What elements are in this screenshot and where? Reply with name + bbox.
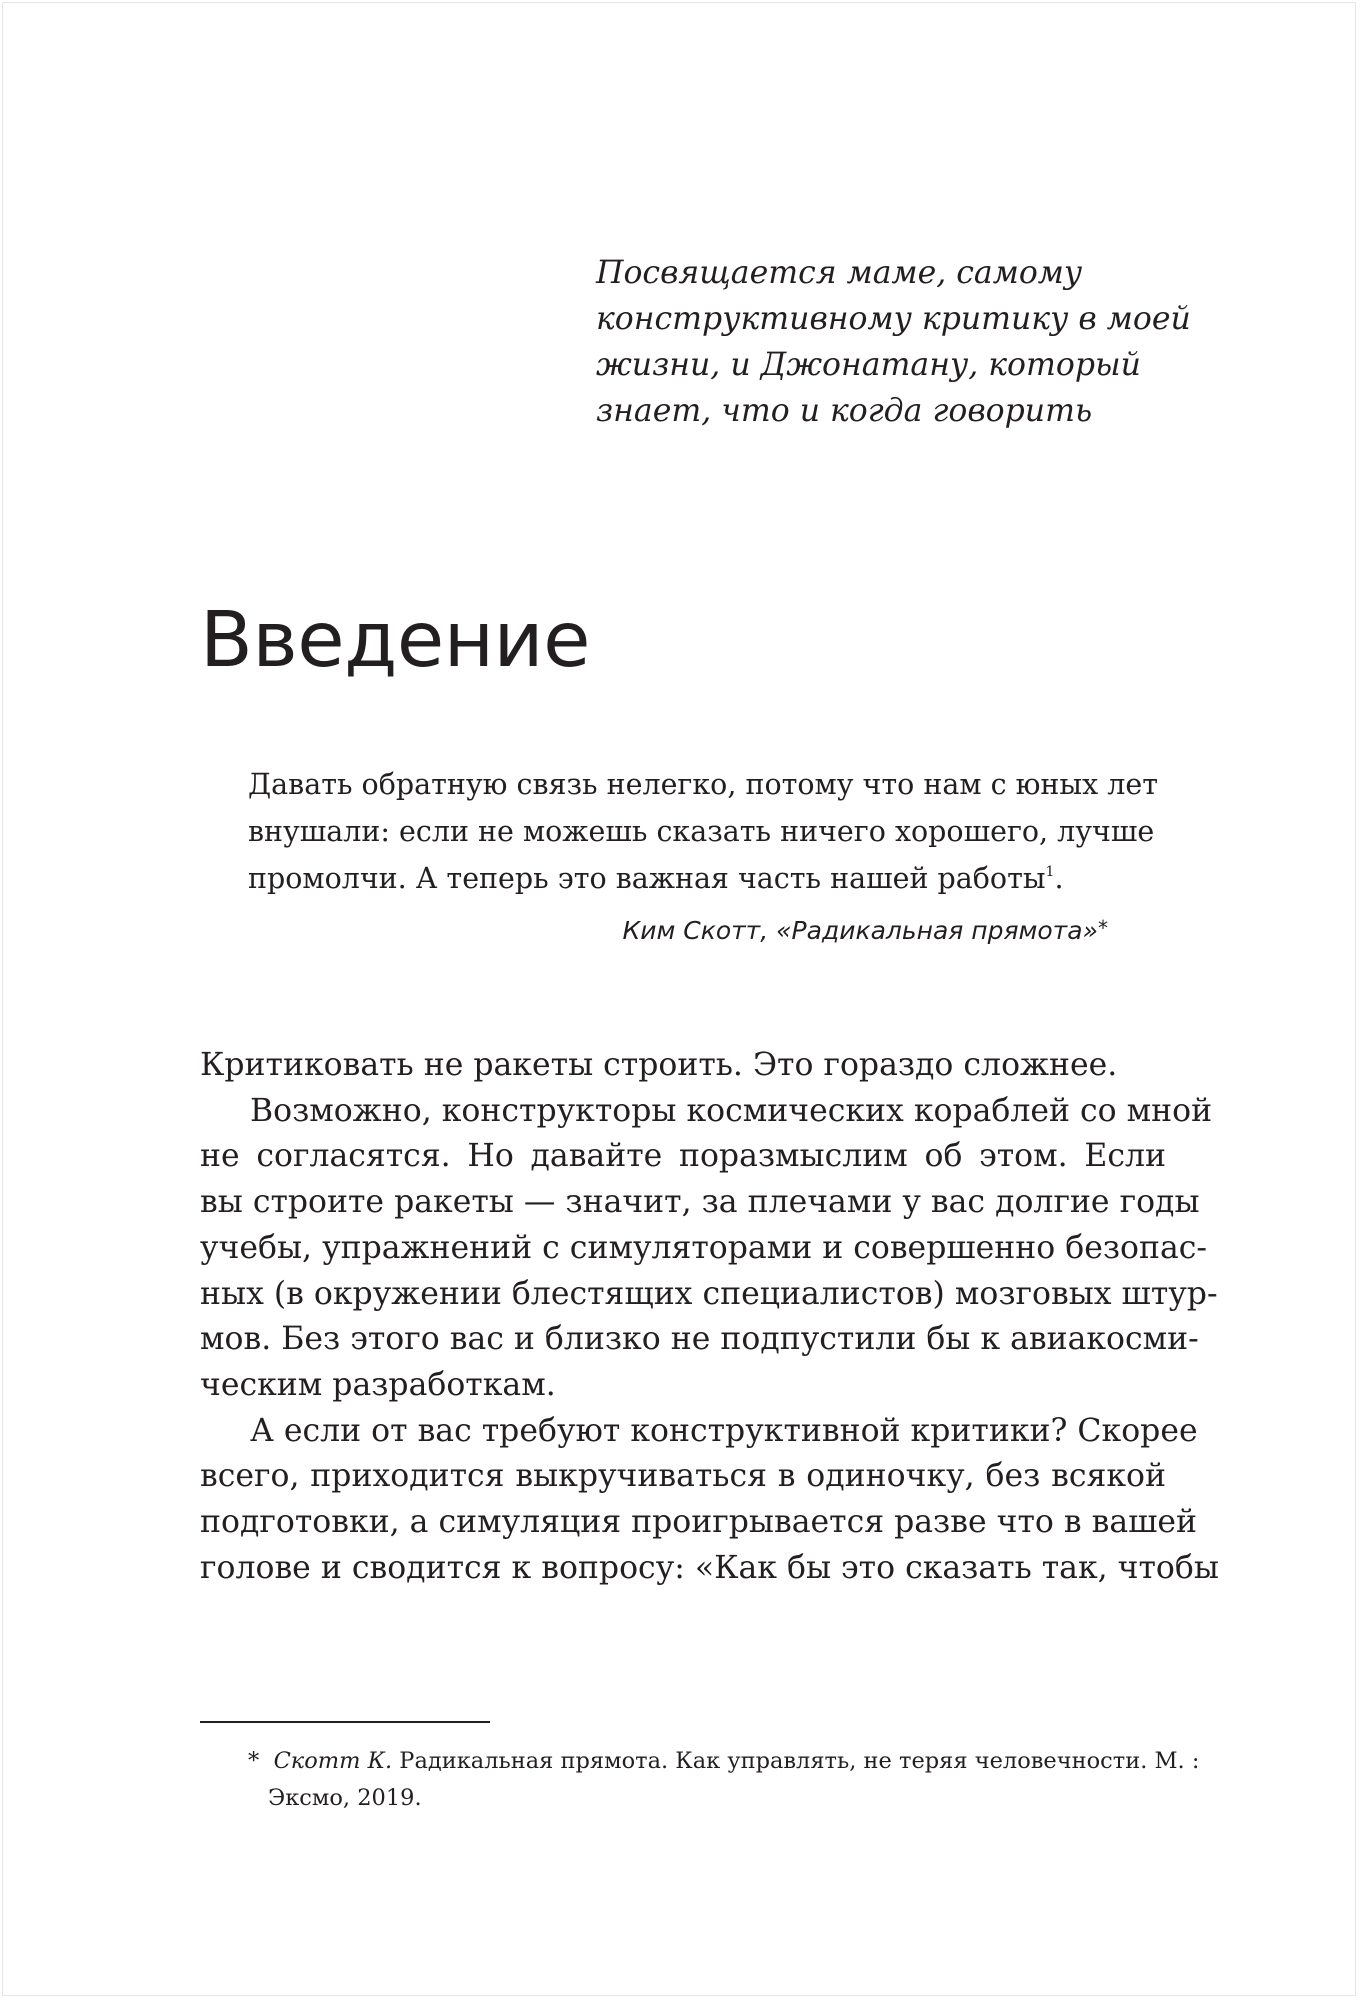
epigraph-line-text: промолчи. А теперь это важная часть нашей работы — [248, 862, 1046, 895]
dedication-line: конструктивному критику в моей — [596, 301, 1191, 337]
footnote-text: Радикальная прямота. Как управлять, не теряя человечности. М. : — [392, 1748, 1200, 1774]
dedication — [596, 250, 1191, 434]
dedication-line: жизни, и Джонатану, который — [596, 347, 1141, 383]
epigraph-line: внушали: если не можешь сказать ничего хорошего, лучше — [248, 815, 1155, 848]
footnote-author: Скотт К. — [273, 1748, 393, 1774]
footnote-reference-mark[interactable]: * — [1098, 916, 1108, 940]
footnote-line — [248, 1743, 1200, 1780]
paragraph-line: ческим разработкам. — [200, 1366, 556, 1403]
epigraph-attribution — [622, 911, 1108, 951]
attribution-text: Ким Скотт, «Радикальная прямота» — [622, 916, 1098, 945]
body-text — [200, 1043, 1219, 1591]
chapter-title: Введение — [200, 596, 590, 685]
paragraph-line: А если от вас требуют конструктивной критики? Скорее — [250, 1412, 1198, 1449]
paragraph-line: ных (в окружении блестящих специалистов) мозговых штур- — [200, 1275, 1218, 1312]
paragraph-line: подготовки, а симуляция проигрывается разве что в вашей — [200, 1504, 1198, 1541]
endnote-reference[interactable]: 1 — [1045, 864, 1055, 880]
paragraph-line: Возможно, конструкторы космических кораблей со мной — [250, 1092, 1213, 1129]
paragraph-line: Критиковать не ракеты строить. Это гораздо сложнее. — [200, 1047, 1118, 1083]
epigraph-line: Давать обратную связь нелегко, потому что нам с юных лет — [248, 768, 1158, 801]
paragraph-line: учебы, упражнений с симуляторами и совершенно безопас- — [200, 1229, 1208, 1266]
paragraph-line: всего, приходится выкручиваться в одиночку, без всякой — [200, 1458, 1166, 1495]
footnote-continuation: Эксмо, 2019. — [268, 1785, 422, 1811]
paragraph-line: не согласятся. Но давайте поразмыслим об этом. Если — [200, 1138, 1166, 1175]
epigraph-line-last — [248, 855, 1128, 902]
paragraph-line: мов. Без этого вас и близко не подпустили бы к авиакосми- — [200, 1321, 1199, 1358]
book-page — [2, 2, 1356, 1996]
footnote-mark: * — [248, 1748, 260, 1774]
dedication-line: Посвящается маме, самому — [596, 255, 1083, 291]
paragraph-line: голове и сводится к вопросу: «Как бы это сказать так, чтобы — [200, 1549, 1219, 1586]
epigraph — [248, 761, 1158, 902]
paragraph-line: вы строите ракеты — значит, за плечами у вас долгие годы — [200, 1184, 1200, 1221]
footnote — [248, 1743, 1200, 1817]
epigraph-end-punct: . — [1054, 862, 1064, 895]
footnote-divider — [200, 1721, 490, 1723]
dedication-line: знает, что и когда говорить — [596, 393, 1093, 429]
